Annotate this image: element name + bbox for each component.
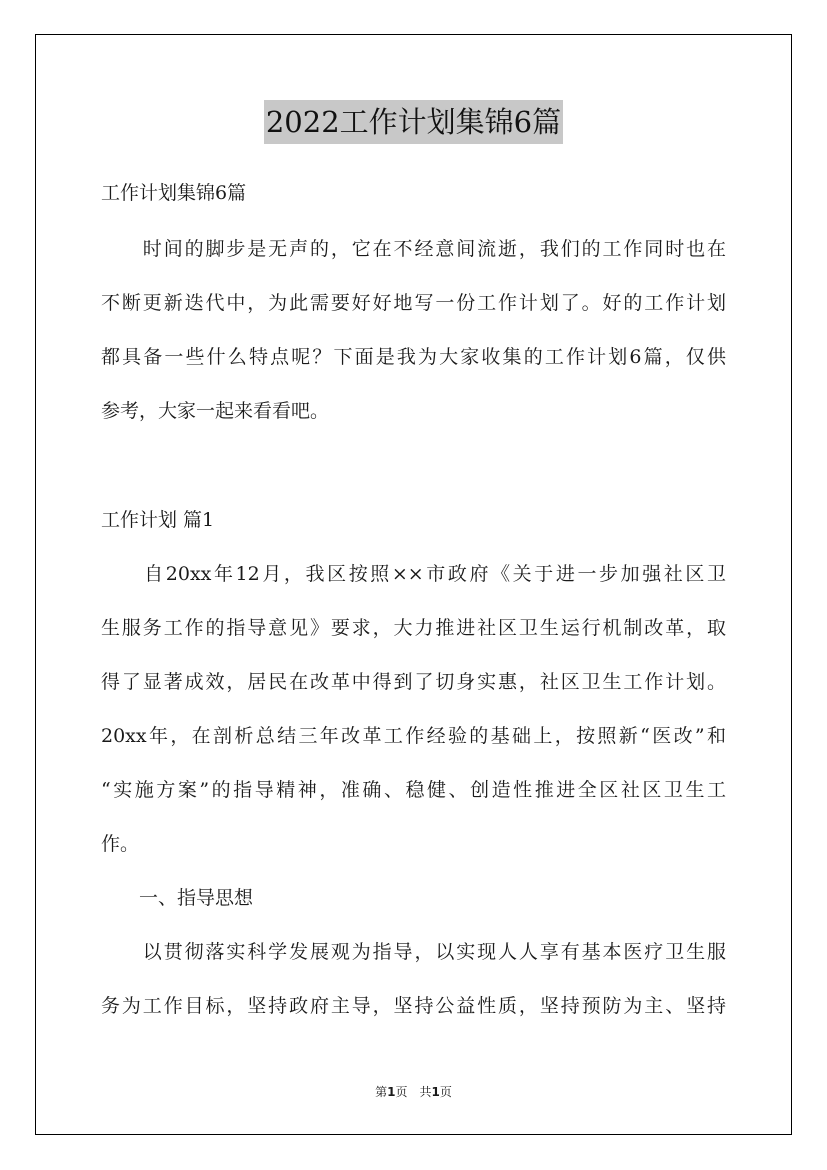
doc-line: “实施方案”的指导精神，准确、稳健、创造性推进全区社区卫生工 [101,779,726,801]
subsection-heading: 一、指导思想 [101,887,254,909]
footer-prefix: 第 [375,1085,388,1099]
doc-line: 不断更新迭代中，为此需要好好地写一份工作计划了。好的工作计划 [101,292,726,314]
doc-line: 时间的脚步是无声的，它在不经意间流逝，我们的工作同时也在 [101,238,726,260]
title-container [0,100,827,144]
footer-mid: 页 共 [395,1085,432,1099]
page-footer [0,1084,827,1100]
footer-page-number: 1 [387,1085,396,1099]
doc-line: 参考，大家一起来看看吧。 [101,400,330,422]
document-title: 2022工作计划集锦6篇 [264,100,563,144]
doc-line: 得了显著成效，居民在改革中得到了切身实惠，社区卫生工作计划。 [101,671,726,693]
footer-total-pages: 1 [431,1085,440,1099]
doc-line: 都具备一些什么特点呢？下面是我为大家收集的工作计划6篇，仅供 [101,346,726,368]
footer-suffix: 页 [439,1085,452,1099]
doc-line: 生服务工作的指导意见》要求，大力推进社区卫生运行机制改革，取 [101,617,726,639]
doc-line: 自20xx年12月，我区按照××市政府《关于进一步加强社区卫 [101,563,726,585]
doc-line: 工作计划集锦6篇 [101,182,247,204]
doc-line: 20xx年，在剖析总结三年改革工作经验的基础上，按照新“医改”和 [101,725,726,747]
doc-line: 以贯彻落实科学发展观为指导，以实现人人享有基本医疗卫生服 [101,941,726,963]
doc-line: 作。 [101,833,140,855]
section-heading: 工作计划 篇1 [101,509,215,531]
doc-line: 务为工作目标，坚持政府主导，坚持公益性质，坚持预防为主、坚持 [101,995,726,1017]
